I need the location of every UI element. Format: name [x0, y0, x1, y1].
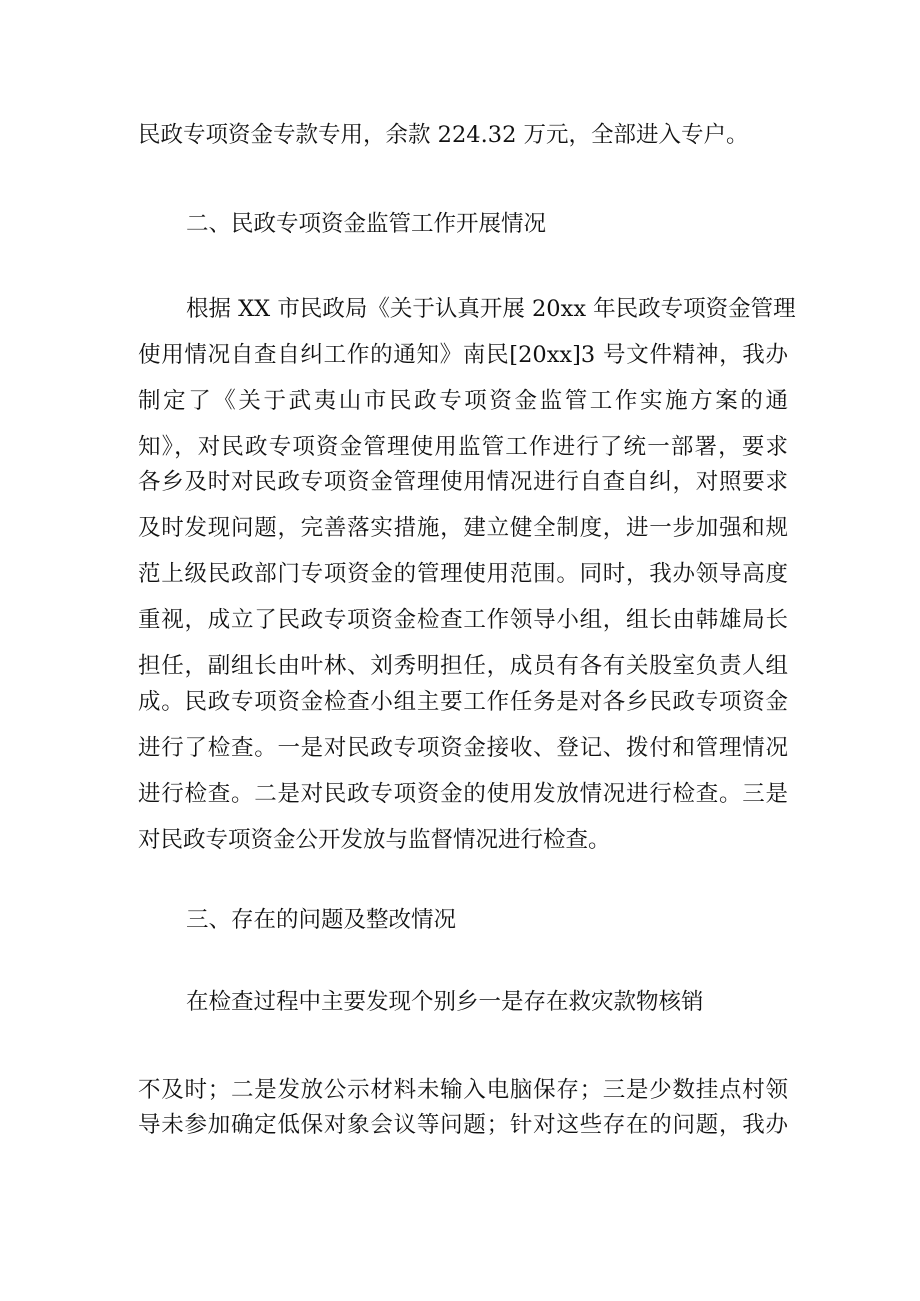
paragraph-line: 制定了《关于武夷山市民政专项资金监管工作实施方案的通 — [138, 388, 788, 414]
paragraph-line: 根据 XX 市民政局《关于认真开展 20xx 年民政专项资金管理 — [186, 296, 796, 322]
intro-line: 民政专项资金专款专用，余款 224.32 万元，全部进入专户。 — [138, 122, 749, 148]
paragraph-line: 成。民政专项资金检查小组主要工作任务是对各乡民政专项资金 — [138, 689, 788, 715]
paragraph-line: 知》，对民政专项资金管理使用监管工作进行了统一部署，要求 — [138, 434, 788, 460]
paragraph-line: 对民政专项资金公开发放与监督情况进行检查。 — [138, 827, 611, 853]
paragraph-line: 范上级民政部门专项资金的管理使用范围。同时，我办领导高度 — [138, 561, 788, 587]
paragraph-line: 及时发现问题，完善落实措施，建立健全制度，进一步加强和规 — [138, 515, 788, 541]
section-heading-3: 三、存在的问题及整改情况 — [186, 907, 457, 933]
paragraph-line: 重视，成立了民政专项资金检查工作领导小组，组长由韩雄局长 — [138, 607, 788, 633]
paragraph-line: 各乡及时对民政专项资金管理使用情况进行自查自纠，对照要求 — [138, 469, 788, 495]
section-3-first-line: 在检查过程中主要发现个别乡一是存在救灾款物核销 — [186, 989, 704, 1015]
section-heading-2: 二、民政专项资金监管工作开展情况 — [186, 211, 547, 237]
paragraph-line: 使用情况自查自纠工作的通知》南民[20xx]3 号文件精神，我办 — [138, 342, 788, 368]
paragraph-line: 不及时；二是发放公示材料未输入电脑保存；三是少数挂点村领 — [138, 1077, 788, 1103]
paragraph-line: 担任，副组长由叶林、刘秀明担任，成员有各有关股室负责人组 — [138, 653, 788, 679]
paragraph-line: 进行检查。二是对民政专项资金的使用发放情况进行检查。三是 — [138, 781, 788, 807]
paragraph-line: 导未参加确定低保对象会议等问题；针对这些存在的问题，我办 — [138, 1112, 788, 1138]
paragraph-line: 进行了检查。一是对民政专项资金接收、登记、拨付和管理情况 — [138, 735, 788, 761]
